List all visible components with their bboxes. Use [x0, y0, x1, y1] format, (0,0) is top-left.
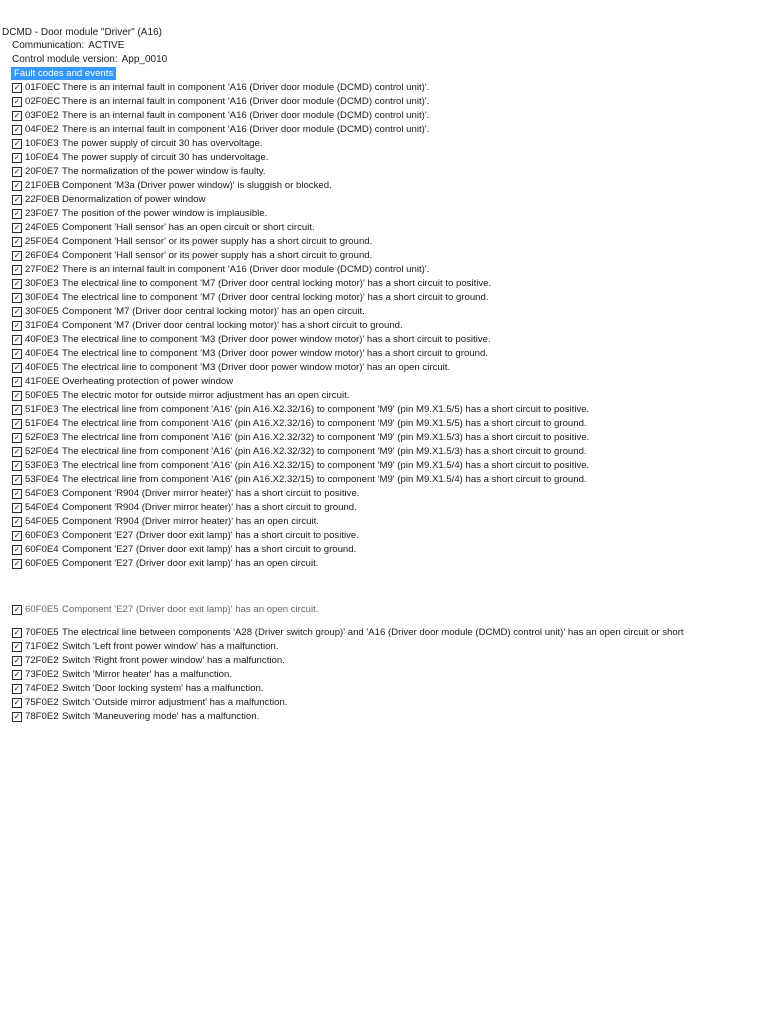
fault-checkbox[interactable]: ✓: [13, 153, 21, 162]
fault-checkbox[interactable]: ✓: [13, 405, 21, 414]
fault-checkbox[interactable]: ✓: [13, 307, 21, 316]
fault-checkbox[interactable]: ✓: [13, 139, 21, 148]
fault-code: 27F0E2: [25, 264, 59, 275]
fault-row[interactable]: [0, 179, 768, 193]
fault-description: Denormalization of power window: [62, 194, 206, 205]
fault-checkbox[interactable]: ✓: [13, 321, 21, 330]
fault-description: Switch 'Right front power window' has a malfunction.: [62, 655, 285, 666]
fault-checkbox[interactable]: ✓: [13, 461, 21, 470]
fault-description: The electrical line from component 'A16' (pin A16.X2.32/32) to component 'M9' (pin M9.X1.5/3) has a short circuit to ground.: [62, 446, 587, 457]
fault-code: 21F0EB: [25, 180, 60, 191]
fault-row[interactable]: [0, 137, 768, 151]
fault-code: 04F0E2: [25, 124, 59, 135]
fault-row[interactable]: [0, 543, 768, 557]
fault-row[interactable]: [0, 710, 768, 724]
version-value: App_0010: [121, 54, 168, 65]
fault-code: 75F0E2: [25, 697, 59, 708]
fault-code: 51F0E4: [25, 418, 59, 429]
fault-description: The electrical line to component 'M3 (Driver door power window motor)' has a short circuit to positive.: [62, 334, 491, 345]
fault-row[interactable]: [0, 333, 768, 347]
fault-code: 52F0E4: [25, 446, 59, 457]
fault-row[interactable]: [0, 207, 768, 221]
fault-row[interactable]: [0, 431, 768, 445]
fault-code: 02F0EC: [25, 96, 61, 107]
fault-checkbox[interactable]: ✓: [13, 125, 21, 134]
fault-row[interactable]: [0, 668, 768, 682]
fault-code: 60F0E4: [25, 544, 59, 555]
fault-row[interactable]: [0, 235, 768, 249]
fault-description: The electrical line to component 'M3 (Driver door power window motor)' has a short circuit to ground.: [62, 348, 488, 359]
fault-row[interactable]: [0, 417, 768, 431]
fault-code: 25F0E4: [25, 236, 59, 247]
fault-code: 60F0E5: [25, 558, 59, 569]
fault-row[interactable]: [0, 291, 768, 305]
fault-row[interactable]: [0, 81, 768, 95]
fault-checkbox[interactable]: ✓: [13, 363, 21, 372]
fault-checkbox[interactable]: ✓: [13, 265, 21, 274]
fault-description: There is an internal fault in component 'A16 (Driver door module (DCMD) control unit)'.: [62, 82, 430, 93]
fault-row[interactable]: [0, 347, 768, 361]
fault-description: The electrical line from component 'A16' (pin A16.X2.32/15) to component 'M9' (pin M9.X1.5/4) has a short circuit to positive.: [62, 460, 590, 471]
fault-code: 53F0E4: [25, 474, 59, 485]
fault-checkbox[interactable]: ✓: [13, 628, 21, 637]
fault-code: 51F0E3: [25, 404, 59, 415]
module-title: DCMD - Door module "Driver" (A16): [2, 27, 162, 38]
fault-checkbox[interactable]: ✓: [13, 237, 21, 246]
fault-row[interactable]: [0, 263, 768, 277]
version-label: Control module version:: [12, 54, 118, 65]
fault-list-cut-row: [0, 604, 768, 626]
fault-description: Switch 'Outside mirror adjustment' has a malfunction.: [62, 697, 288, 708]
fault-description: The electrical line to component 'M7 (Driver door central locking motor)' has a short circuit to ground.: [62, 292, 489, 303]
fault-code: 60F0E3: [25, 530, 59, 541]
fault-code: 50F0E5: [25, 390, 59, 401]
fault-checkbox[interactable]: ✓: [13, 698, 21, 707]
fault-row[interactable]: [0, 487, 768, 501]
fault-row[interactable]: [0, 473, 768, 487]
fault-description: Component 'R904 (Driver mirror heater)' has a short circuit to positive.: [62, 488, 360, 499]
fault-code: 78F0E2: [25, 711, 59, 722]
fault-checkbox[interactable]: ✓: [13, 605, 21, 614]
fault-description: The normalization of the power window is faulty.: [62, 166, 266, 177]
fault-code: 53F0E3: [25, 460, 59, 471]
fault-checkbox[interactable]: ✓: [13, 670, 21, 679]
fault-row[interactable]: [0, 626, 768, 640]
fault-row[interactable]: [0, 375, 768, 389]
fault-checkbox[interactable]: ✓: [13, 195, 21, 204]
fault-checkbox[interactable]: ✓: [13, 447, 21, 456]
fault-description: There is an internal fault in component 'A16 (Driver door module (DCMD) control unit)'.: [62, 110, 430, 121]
fault-checkbox[interactable]: ✓: [13, 559, 21, 568]
fault-list-bottom: [0, 626, 768, 724]
fault-checkbox[interactable]: ✓: [13, 223, 21, 232]
fault-description: There is an internal fault in component 'A16 (Driver door module (DCMD) control unit)'.: [62, 124, 430, 135]
fault-code: 31F0E4: [25, 320, 59, 331]
fault-description: Overheating protection of power window: [62, 376, 234, 387]
fault-code: 03F0E2: [25, 110, 59, 121]
fault-description: The electrical line from component 'A16' (pin A16.X2.32/32) to component 'M9' (pin M9.X1.5/3) has a short circuit to positive.: [62, 432, 590, 443]
fault-description: The electric motor for outside mirror adjustment has an open circuit.: [62, 390, 350, 401]
fault-row[interactable]: [0, 277, 768, 291]
fault-checkbox[interactable]: ✓: [13, 83, 21, 92]
fault-row[interactable]: [0, 165, 768, 179]
fault-checkbox[interactable]: ✓: [13, 433, 21, 442]
fault-code: 24F0E5: [25, 222, 59, 233]
fault-checkbox[interactable]: ✓: [13, 293, 21, 302]
fault-code: 41F0EE: [25, 376, 60, 387]
fault-description: Component 'Hall sensor' has an open circuit or short circuit.: [62, 222, 315, 233]
fault-list-top: [0, 81, 768, 569]
fault-code: 10F0E3: [25, 138, 59, 149]
fault-row[interactable]: [0, 501, 768, 515]
fault-row[interactable]: [0, 193, 768, 207]
fault-checkbox[interactable]: ✓: [13, 349, 21, 358]
fault-code: 40F0E4: [25, 348, 59, 359]
fault-row[interactable]: [0, 123, 768, 137]
fault-checkbox[interactable]: ✓: [13, 517, 21, 526]
fault-checkbox[interactable]: ✓: [13, 167, 21, 176]
fault-description: The power supply of circuit 30 has undervoltage.: [62, 152, 269, 163]
fault-checkbox[interactable]: ✓: [13, 531, 21, 540]
fault-row[interactable]: [0, 109, 768, 123]
fault-checkbox[interactable]: ✓: [13, 181, 21, 190]
fault-row[interactable]: [0, 529, 768, 543]
fault-checkbox[interactable]: ✓: [13, 545, 21, 554]
fault-checkbox[interactable]: ✓: [13, 503, 21, 512]
fault-code: 26F0E4: [25, 250, 59, 261]
fault-code: 54F0E5: [25, 516, 59, 527]
fault-code: 22F0EB: [25, 194, 60, 205]
fault-row[interactable]: [0, 640, 768, 654]
fault-checkbox[interactable]: ✓: [13, 475, 21, 484]
fault-checkbox[interactable]: ✓: [13, 209, 21, 218]
fault-description: The power supply of circuit 30 has overvoltage.: [62, 138, 263, 149]
fault-checkbox[interactable]: ✓: [13, 684, 21, 693]
fault-code: 52F0E3: [25, 432, 59, 443]
fault-description: Component 'E27 (Driver door exit lamp)' has an open circuit.: [62, 604, 319, 615]
fault-row[interactable]: [0, 696, 768, 710]
fault-code: 71F0E2: [25, 641, 59, 652]
fault-row[interactable]: [0, 151, 768, 165]
fault-code: 72F0E2: [25, 655, 59, 666]
fault-checkbox[interactable]: ✓: [13, 97, 21, 106]
fault-code: 40F0E5: [25, 362, 59, 373]
fault-description: The electrical line to component 'M7 (Driver door central locking motor)' has a short circuit to positive.: [62, 278, 492, 289]
control-module-version: [12, 53, 167, 67]
fault-description: There is an internal fault in component 'A16 (Driver door module (DCMD) control unit)'.: [62, 96, 430, 107]
fault-description: Component 'Hall sensor' or its power supply has a short circuit to ground.: [62, 250, 373, 261]
fault-checkbox[interactable]: ✓: [13, 279, 21, 288]
fault-code: 54F0E4: [25, 502, 59, 513]
communication-value: ACTIVE: [88, 40, 125, 51]
fault-description: Component 'M3a (Driver power window)' is sluggish or blocked.: [62, 180, 332, 191]
fault-description: Component 'R904 (Driver mirror heater)' has an open circuit.: [62, 516, 319, 527]
fault-code: 54F0E3: [25, 488, 59, 499]
fault-description: Component 'M7 (Driver door central locking motor)' has a short circuit to ground.: [62, 320, 403, 331]
fault-checkbox[interactable]: ✓: [13, 656, 21, 665]
fault-checkbox[interactable]: ✓: [13, 377, 21, 386]
fault-codes-section-header[interactable]: Fault codes and events: [11, 67, 116, 80]
fault-row[interactable]: [0, 654, 768, 668]
fault-checkbox[interactable]: ✓: [13, 642, 21, 651]
fault-description: Component 'E27 (Driver door exit lamp)' has a short circuit to ground.: [62, 544, 357, 555]
fault-code: 30F0E3: [25, 278, 59, 289]
fault-row[interactable]: [0, 682, 768, 696]
communication-status: [12, 39, 124, 53]
fault-checkbox[interactable]: ✓: [13, 111, 21, 120]
fault-description: Component 'R904 (Driver mirror heater)' has a short circuit to ground.: [62, 502, 357, 513]
fault-code: 01F0EC: [25, 82, 61, 93]
fault-row[interactable]: [0, 389, 768, 403]
fault-checkbox[interactable]: ✓: [13, 712, 21, 721]
fault-code: 74F0E2: [25, 683, 59, 694]
fault-description: The electrical line from component 'A16' (pin A16.X2.32/16) to component 'M9' (pin M9.X1.5/5) has a short circuit to positive.: [62, 404, 590, 415]
fault-description: The position of the power window is implausible.: [62, 208, 268, 219]
fault-checkbox[interactable]: ✓: [13, 251, 21, 260]
fault-code: 30F0E5: [25, 306, 59, 317]
fault-code: 10F0E4: [25, 152, 59, 163]
fault-description: The electrical line from component 'A16' (pin A16.X2.32/15) to component 'M9' (pin M9.X1.5/4) has a short circuit to ground.: [62, 474, 587, 485]
fault-checkbox[interactable]: ✓: [13, 391, 21, 400]
communication-label: Communication:: [12, 40, 85, 51]
fault-code: 70F0E5: [25, 627, 59, 638]
fault-description: Switch 'Door locking system' has a malfunction.: [62, 683, 264, 694]
fault-description: Switch 'Mirror heater' has a malfunction.: [62, 669, 233, 680]
fault-description: Switch 'Maneuvering mode' has a malfunction.: [62, 711, 260, 722]
fault-row[interactable]: [0, 515, 768, 529]
fault-checkbox[interactable]: ✓: [13, 419, 21, 428]
fault-code: 30F0E4: [25, 292, 59, 303]
fault-row[interactable]: [0, 361, 768, 375]
fault-row[interactable]: [0, 403, 768, 417]
fault-row-partial: [0, 603, 318, 617]
fault-description: Component 'M7 (Driver door central locking motor)' has an open circuit.: [62, 306, 365, 317]
fault-description: Switch 'Left front power window' has a malfunction.: [62, 641, 279, 652]
fault-description: The electrical line between components 'A28 (Driver switch group)' and 'A16 (Driver door module (DCMD) control unit)' has an open circuit or short: [62, 627, 684, 638]
fault-code: 73F0E2: [25, 669, 59, 680]
fault-description: The electrical line to component 'M3 (Driver door power window motor)' has an open circuit.: [62, 362, 451, 373]
fault-checkbox[interactable]: ✓: [13, 335, 21, 344]
fault-row[interactable]: [0, 459, 768, 473]
fault-description: Component 'Hall sensor' or its power supply has a short circuit to ground.: [62, 236, 373, 247]
fault-checkbox[interactable]: ✓: [13, 489, 21, 498]
fault-row[interactable]: [0, 445, 768, 459]
fault-code: 60F0E5: [25, 604, 59, 615]
fault-description: Component 'E27 (Driver door exit lamp)' has a short circuit to positive.: [62, 530, 359, 541]
fault-row[interactable]: [0, 221, 768, 235]
fault-code: 20F0E7: [25, 166, 59, 177]
fault-row[interactable]: [0, 249, 768, 263]
fault-description: The electrical line from component 'A16' (pin A16.X2.32/16) to component 'M9' (pin M9.X1.5/5) has a short circuit to ground.: [62, 418, 587, 429]
fault-code: 23F0E7: [25, 208, 59, 219]
fault-row[interactable]: [0, 95, 768, 109]
fault-code: 40F0E3: [25, 334, 59, 345]
fault-row[interactable]: [0, 305, 768, 319]
fault-description: Component 'E27 (Driver door exit lamp)' has an open circuit.: [62, 558, 319, 569]
fault-row[interactable]: [0, 557, 768, 571]
fault-row[interactable]: [0, 319, 768, 333]
fault-description: There is an internal fault in component 'A16 (Driver door module (DCMD) control unit)'.: [62, 264, 430, 275]
